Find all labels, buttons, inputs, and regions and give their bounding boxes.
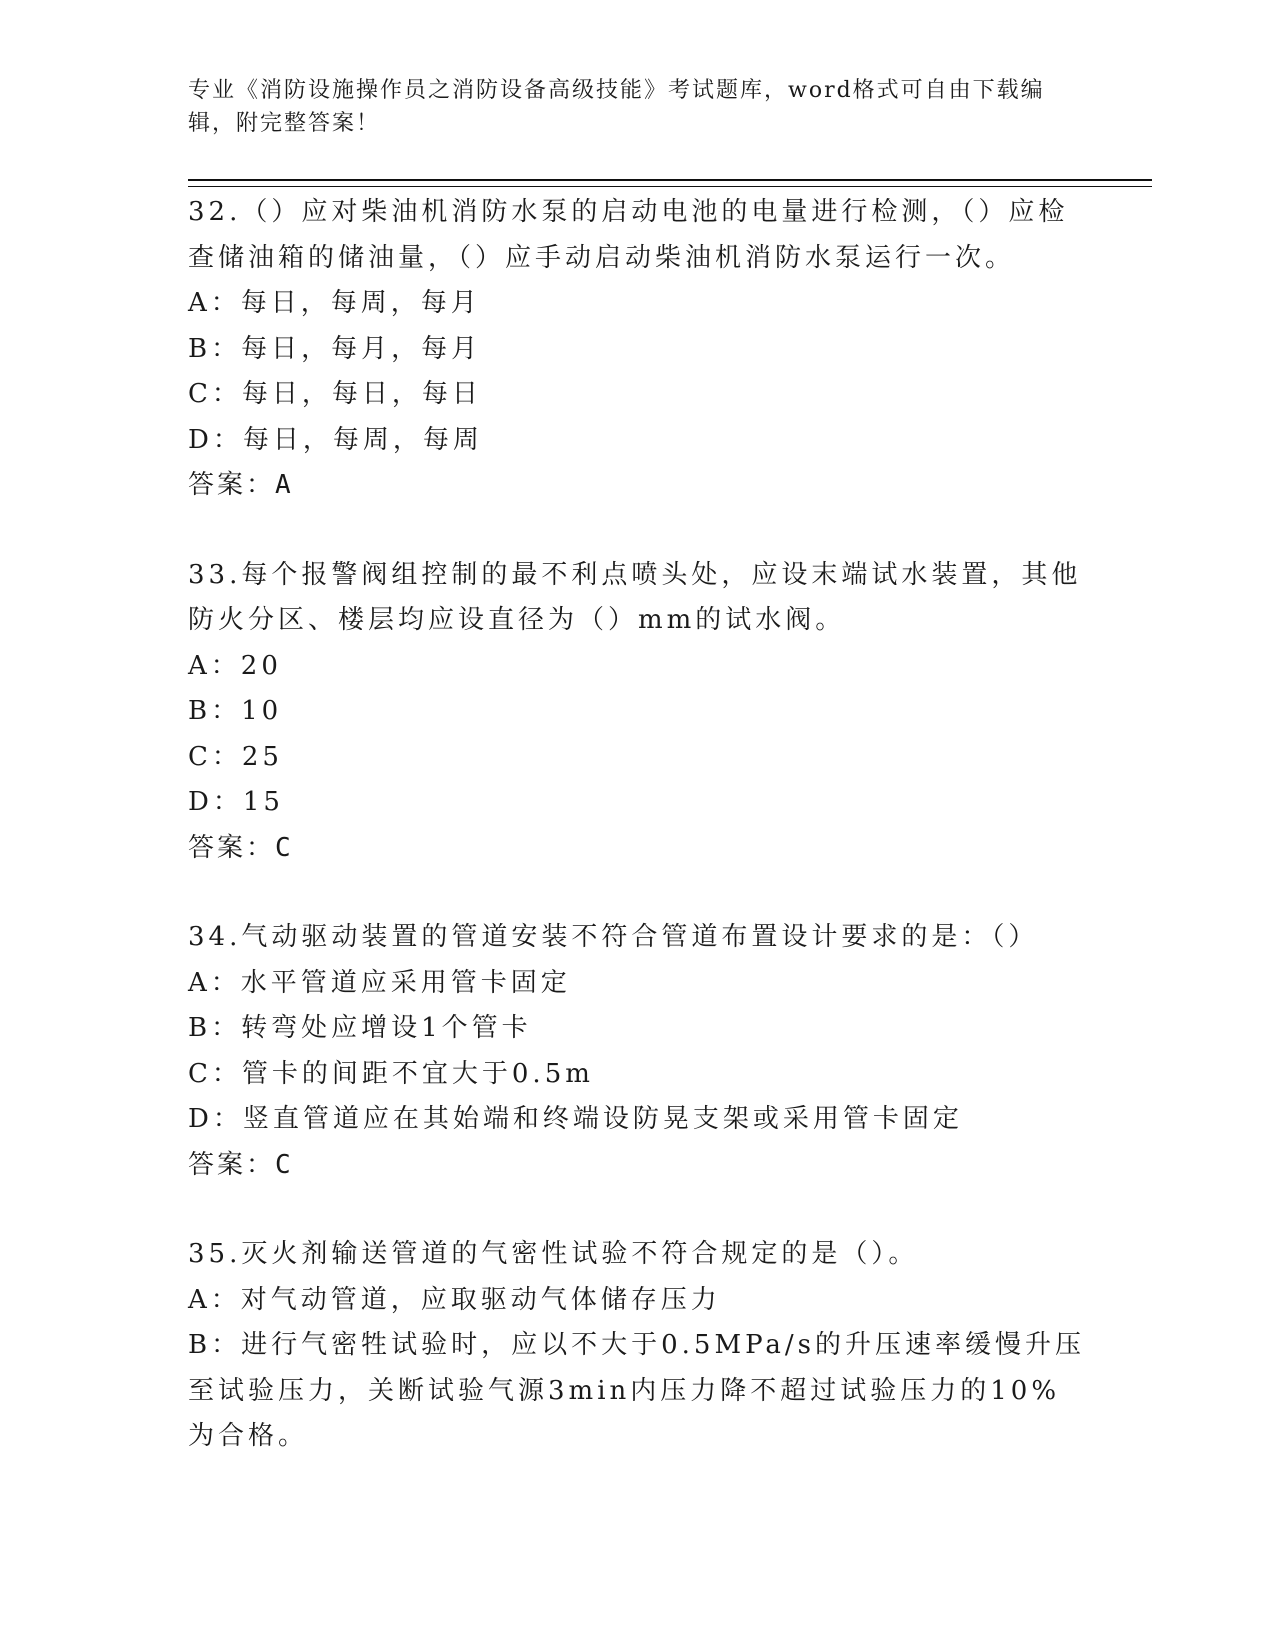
question-35 bbox=[188, 1232, 1088, 1460]
question-34 bbox=[188, 915, 1088, 1188]
answer-label: 答案： bbox=[188, 470, 276, 500]
option-a: A：水平管道应采用管卡固定 bbox=[188, 967, 571, 998]
option-b: B：10 bbox=[188, 696, 283, 726]
option-c: C：管卡的间距不宜大于0.5m bbox=[188, 1058, 594, 1089]
option-d: D：每日，每周，每周 bbox=[188, 424, 483, 455]
header-divider-thin bbox=[188, 186, 1152, 187]
answer-line bbox=[188, 826, 1088, 872]
header-divider-thick bbox=[188, 179, 1152, 181]
question-list bbox=[188, 190, 1088, 1504]
option-a: A：每日，每周，每月 bbox=[188, 288, 481, 318]
document-header: 专业《消防设施操作员之消防设备高级技能》考试题库，word格式可自由下载编辑，附完整答案！ bbox=[188, 78, 1045, 136]
question-stem: 33.每个报警阀组控制的最不利点喷头处，应设末端试水装置，其他防火分区、楼层均应设直径为（）mm的试水阀。 bbox=[188, 559, 1082, 635]
option-a: A：20 bbox=[188, 650, 282, 681]
answer-line bbox=[188, 463, 1088, 509]
option-d: D：竖直管道应在其始端和终端设防晃支架或采用管卡固定 bbox=[188, 1104, 963, 1134]
option-b: B：每日，每月，每月 bbox=[188, 333, 482, 364]
question-stem: 35.灭火剂输送管道的气密性试验不符合规定的是（）。 bbox=[188, 1239, 919, 1269]
answer-label: 答案： bbox=[188, 1149, 276, 1180]
answer-line bbox=[188, 1143, 1088, 1189]
option-b: B：进行气密牲试验时，应以不大于0.5MPa/s的升压速率缓慢升压至试验压力，关断试验气源3min内压力降不超过试验压力的10%为合格。 bbox=[188, 1330, 1086, 1451]
question-stem: 32.（）应对柴油机消防水泵的启动电池的电量进行检测，（）应检查储油箱的储油量，（）应手动启动柴油机消防水泵运行一次。 bbox=[188, 197, 1069, 273]
question-33 bbox=[188, 553, 1088, 872]
question-stem: 34.气动驱动装置的管道安装不符合管道布置设计要求的是：（） bbox=[188, 922, 1039, 952]
answer-label: 答案： bbox=[188, 832, 276, 863]
option-b: B：转弯处应增设1个管卡 bbox=[188, 1013, 532, 1043]
option-a: A：对气动管道，应取驱动气体储存压力 bbox=[188, 1284, 721, 1315]
answer-value: C bbox=[275, 1149, 291, 1180]
answer-value: C bbox=[275, 832, 291, 863]
answer-value: A bbox=[275, 470, 291, 500]
option-c: C：25 bbox=[188, 741, 283, 772]
question-32 bbox=[188, 190, 1088, 509]
option-c: C：每日，每日，每日 bbox=[188, 379, 482, 409]
option-d: D：15 bbox=[188, 787, 284, 817]
